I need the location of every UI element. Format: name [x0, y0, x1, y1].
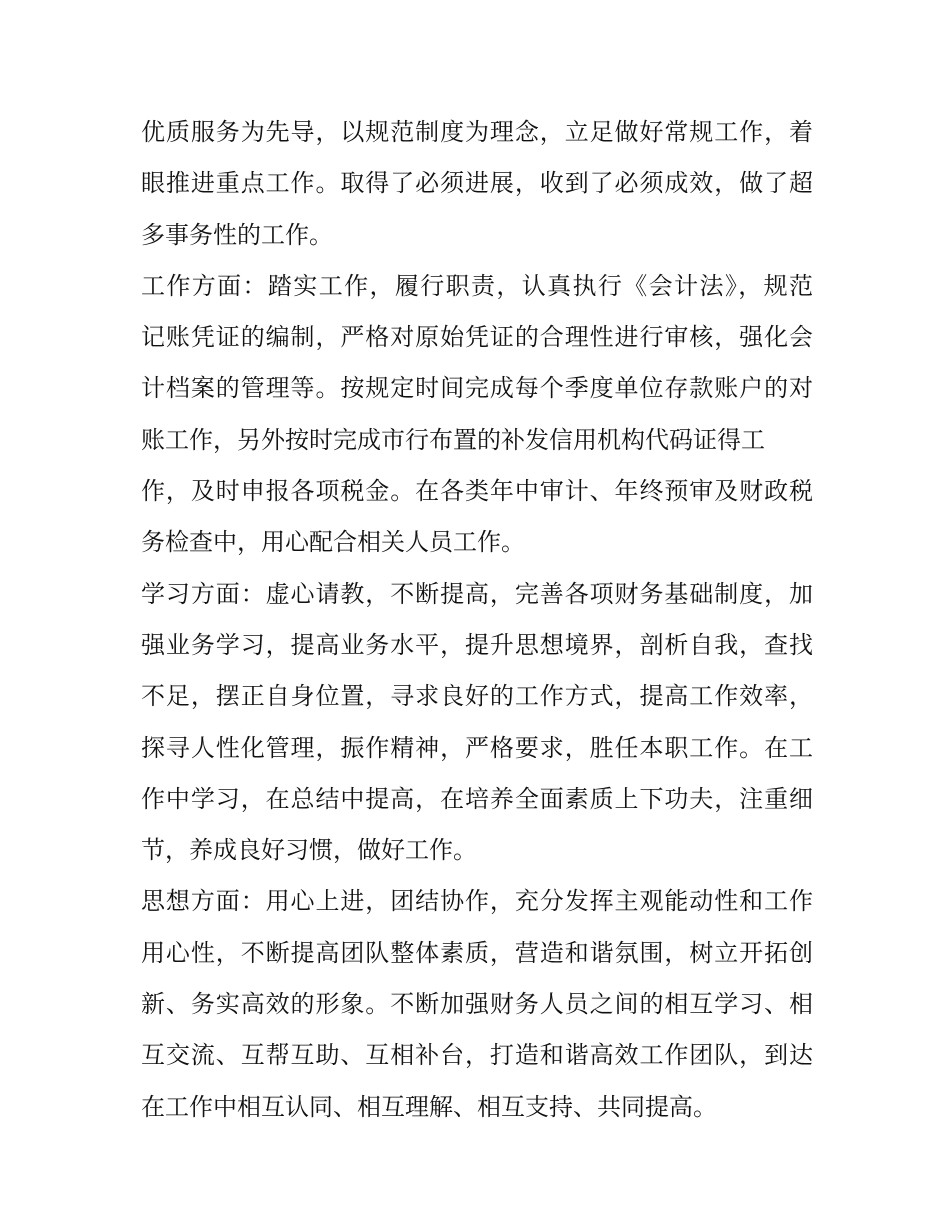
text-line: 多事务性的工作。 — [141, 220, 333, 249]
text-line: 新、务实高效的形象。不断加强财务人员之间的相互学习、相 — [141, 990, 813, 1019]
text-line: 思想方面：用心上进，团结协作，充分发挥主观能动性和工作 — [141, 887, 813, 916]
text-line: 计档案的管理等。按规定时间完成每个季度单位存款账户的对 — [141, 374, 813, 403]
document-body — [141, 107, 813, 1133]
text-line: 记账凭证的编制，严格对原始凭证的合理性进行审核，强化会 — [141, 323, 813, 352]
text-line: 节，养成良好习惯，做好工作。 — [141, 836, 477, 865]
text-line: 用心性，不断提高团队整体素质，营造和谐氛围，树立开拓创 — [141, 938, 813, 967]
text-line: 不足，摆正自身位置，寻求良好的工作方式，提高工作效率， — [141, 682, 813, 711]
text-line: 强业务学习，提高业务水平，提升思想境界，剖析自我，查找 — [141, 630, 813, 659]
text-line: 优质服务为先导，以规范制度为理念，立足做好常规工作，着 — [141, 118, 813, 146]
text-line: 工作方面：踏实工作，履行职责，认真执行《会计法》，规范 — [141, 271, 813, 300]
text-line: 眼推进重点工作。取得了必须进展，收到了必须成效，做了超 — [141, 169, 813, 198]
text-line: 作中学习，在总结中提高，在培养全面素质上下功夫，注重细 — [141, 784, 813, 813]
text-line: 作，及时申报各项税金。在各类年中审计、年终预审及财政税 — [141, 477, 813, 506]
text-line: 在工作中相互认同、相互理解、相互支持、共同提高。 — [141, 1092, 717, 1121]
text-line: 账工作，另外按时完成市行布置的补发信用机构代码证得工 — [141, 425, 765, 454]
text-line: 务检查中，用心配合相关人员工作。 — [141, 528, 525, 557]
text-line: 学习方面：虚心请教，不断提高，完善各项财务基础制度，加 — [141, 579, 813, 608]
text-line: 探寻人性化管理，振作精神，严格要求，胜任本职工作。在工 — [141, 733, 813, 762]
text-line: 互交流、互帮互助、互相补台，打造和谐高效工作团队，到达 — [141, 1041, 813, 1070]
